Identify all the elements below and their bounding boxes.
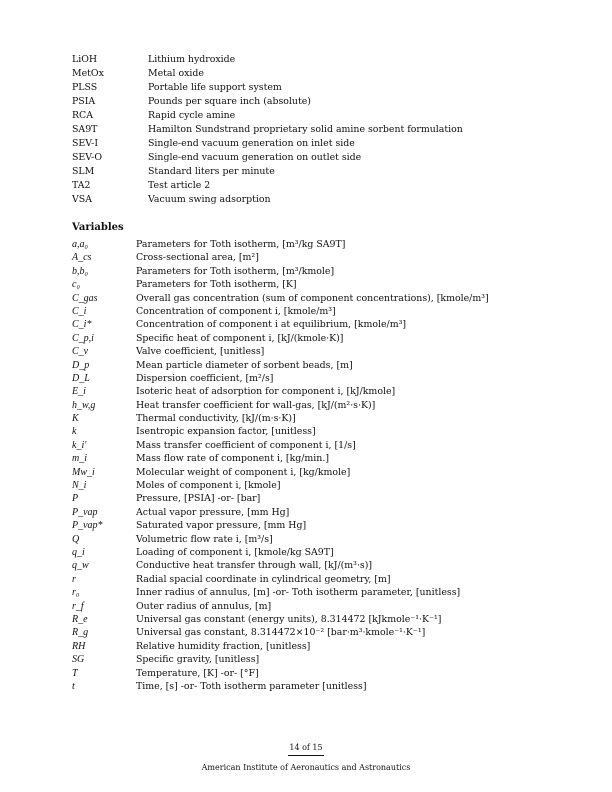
variable-row-term: k_i' xyxy=(72,439,87,451)
abbreviation-row-definition: Rapid cycle amine xyxy=(148,110,236,121)
abbreviation-row xyxy=(72,123,542,137)
variable-row-definition: Valve coefficient, [unitless] xyxy=(136,346,265,358)
variable-row-term: P_vap* xyxy=(72,520,103,532)
variable-row-definition: Pressure, [PSIA] -or- [bar] xyxy=(136,493,261,505)
abbreviation-row-definition: Standard liters per minute xyxy=(148,166,275,177)
variable-row xyxy=(72,573,542,586)
variable-row-term: D_L xyxy=(72,372,90,384)
abbreviation-row-definition: Pounds per square inch (absolute) xyxy=(148,96,311,107)
abbreviation-row-term: RCA xyxy=(72,110,94,121)
variable-row-definition: Isentropic expansion factor, [unitless] xyxy=(136,426,316,438)
variable-row xyxy=(72,318,542,331)
variable-row xyxy=(72,466,542,479)
variable-row-definition: Heat transfer coefficient for wall-gas, [kJ/(m²·s·K)] xyxy=(136,399,376,411)
abbreviation-row-definition: Metal oxide xyxy=(148,68,204,79)
abbreviation-row xyxy=(72,137,542,151)
variable-row-term: R_e xyxy=(72,613,88,625)
variable-row xyxy=(72,238,542,251)
abbreviation-row-definition: Lithium hydroxide xyxy=(148,54,236,65)
variable-row xyxy=(72,506,542,519)
variable-row-term: SG xyxy=(72,654,85,666)
variable-row-term: t xyxy=(72,680,75,692)
variable-row xyxy=(72,359,542,372)
abbreviation-row-term: PSIA xyxy=(72,96,96,107)
variable-row-term: c₀ xyxy=(72,279,80,291)
variable-row xyxy=(72,667,542,680)
variable-row xyxy=(72,626,542,639)
variable-row-definition: Concentration of component i, [kmole/m³] xyxy=(136,305,336,317)
variable-row-definition: Moles of component i, [kmole] xyxy=(136,480,281,492)
variable-row xyxy=(72,412,542,425)
variable-row-definition: Parameters for Toth isotherm, [m³/kmole] xyxy=(136,265,335,277)
variable-row-term: q_i xyxy=(72,546,85,558)
abbreviation-row-definition: Hamilton Sundstrand proprietary solid amine sorbent formulation xyxy=(148,124,463,135)
variable-row xyxy=(72,278,542,291)
variable-row-definition: Saturated vapor pressure, [mm Hg] xyxy=(136,520,307,532)
variable-row-definition: Mean particle diameter of sorbent beads, [m] xyxy=(136,359,353,371)
footer-organization: American Institute of Aeronautics and Astronautics xyxy=(201,763,411,772)
variable-row-term: C_v xyxy=(72,346,89,358)
variable-row-definition: Relative humidity fraction, [unitless] xyxy=(136,640,311,652)
variable-row xyxy=(72,533,542,546)
variable-row-term: C_i* xyxy=(72,319,92,331)
variable-row-definition: Outer radius of annulus, [m] xyxy=(136,600,272,612)
variable-row xyxy=(72,385,542,398)
variable-row-definition: Parameters for Toth isotherm, [K] xyxy=(136,279,297,291)
abbreviation-row xyxy=(72,151,542,165)
variable-row-term: r_f xyxy=(72,600,84,612)
variable-row xyxy=(72,492,542,505)
variable-row-term: C_i xyxy=(72,305,87,317)
abbreviation-row-term: SEV-O xyxy=(72,152,103,163)
variable-row-definition: Mass flow rate of component i, [kg/min.] xyxy=(136,453,329,465)
variable-row-definition: Conductive heat transfer through wall, [kJ/(m³·s)] xyxy=(136,560,373,572)
variable-row-definition: Concentration of component i at equilibrium, [kmole/m³] xyxy=(136,319,407,331)
variable-row-definition: Universal gas constant, 8.314472×10⁻² [bar·m³·kmole⁻¹·K⁻¹] xyxy=(136,627,426,639)
variable-row xyxy=(72,653,542,666)
variable-row-term: h_w,g xyxy=(72,399,96,411)
variable-row-definition: Temperature, [K] -or- [°F] xyxy=(136,667,259,679)
variables-heading: Variables xyxy=(72,222,124,233)
variable-row-definition: Time, [s] -or- Toth isotherm parameter [unitless] xyxy=(136,680,367,692)
variable-row-definition: Parameters for Toth isotherm, [m³/kg SA9T] xyxy=(136,239,346,250)
abbreviation-row-definition: Vacuum swing adsorption xyxy=(148,194,271,205)
variable-row-term: K xyxy=(72,413,79,425)
variable-row-term: P xyxy=(72,493,79,505)
variable-row-term: r₀ xyxy=(72,587,80,599)
variable-row-definition: Isoteric heat of adsorption for component i, [kJ/kmole] xyxy=(136,386,396,398)
variable-list xyxy=(72,238,542,693)
abbreviation-row-term: LiOH xyxy=(72,54,98,65)
variable-row-term: Mw_i xyxy=(72,466,95,478)
variable-row xyxy=(72,519,542,532)
variable-row xyxy=(72,372,542,385)
abbreviation-row-term: MetOx xyxy=(72,68,104,79)
variable-row xyxy=(72,546,542,559)
variable-row-definition: Thermal conductivity, [kJ/(m·s·K)] xyxy=(136,413,296,425)
variable-row xyxy=(72,479,542,492)
variable-row-term: m_i xyxy=(72,453,87,465)
abbreviation-row xyxy=(72,109,542,123)
abbreviation-row xyxy=(72,193,542,207)
variable-row-term: Q xyxy=(72,533,80,545)
variable-row-definition: Radial spacial coordinate in cylindrical geometry, [m] xyxy=(136,573,391,585)
variable-row-definition: Overall gas concentration (sum of component concentrations), [kmole/m³] xyxy=(136,292,489,304)
abbreviation-row-term: VSA xyxy=(72,194,92,205)
variable-row-definition: Actual vapor pressure, [mm Hg] xyxy=(136,506,290,518)
variable-row-definition: Inner radius of annulus, [m] -or- Toth isotherm parameter, [unitless] xyxy=(136,587,461,599)
variable-row-definition: Dispersion coefficient, [m²/s] xyxy=(136,372,274,384)
variable-row xyxy=(72,265,542,278)
variable-row-term: q_w xyxy=(72,560,89,572)
abbreviation-row-term: TA2 xyxy=(72,180,91,191)
variable-row xyxy=(72,600,542,613)
variable-row-term: C_p,i xyxy=(72,332,94,344)
variable-row-definition: Molecular weight of component i, [kg/kmole] xyxy=(136,466,351,478)
variable-row xyxy=(72,292,542,305)
abbreviation-row xyxy=(72,53,542,67)
variable-row xyxy=(72,586,542,599)
abbreviation-row-term: SLM xyxy=(72,166,95,177)
variable-row xyxy=(72,251,542,264)
variable-row xyxy=(72,613,542,626)
page-number: 14 of 15 xyxy=(289,743,323,752)
abbreviation-row xyxy=(72,67,542,81)
variable-row-definition: Universal gas constant (energy units), 8.314472 [kJkmole⁻¹·K⁻¹] xyxy=(136,613,442,625)
variable-row xyxy=(72,439,542,452)
abbreviation-row xyxy=(72,179,542,193)
variable-row-definition: Cross-sectional area, [m²] xyxy=(136,252,259,264)
abbreviation-row xyxy=(72,81,542,95)
variable-row xyxy=(72,345,542,358)
variable-row-term: r xyxy=(72,573,76,585)
variable-row-term: k xyxy=(72,426,77,438)
abbreviation-row-definition: Single-end vacuum generation on outlet side xyxy=(148,152,362,163)
variable-row xyxy=(72,559,542,572)
variable-row xyxy=(72,452,542,465)
variable-row xyxy=(72,305,542,318)
abbreviation-row-term: SEV-I xyxy=(72,138,99,149)
variable-row-definition: Loading of component i, [kmole/kg SA9T] xyxy=(136,546,334,558)
abbreviation-row-definition: Single-end vacuum generation on inlet side xyxy=(148,138,355,149)
footer-rule xyxy=(288,755,324,756)
abbreviation-row xyxy=(72,165,542,179)
abbreviation-list xyxy=(72,53,542,207)
variable-row-term: T xyxy=(72,667,78,679)
variable-row xyxy=(72,640,542,653)
variable-row xyxy=(72,399,542,412)
abbreviation-row-definition: Portable life support system xyxy=(148,82,282,93)
variable-row-term: E_i xyxy=(72,386,86,398)
variable-row xyxy=(72,680,542,693)
variable-row-definition: Mass transfer coefficient of component i, [1/s] xyxy=(136,439,356,451)
variable-row-term: D_p xyxy=(72,359,90,371)
variable-row-term: R_g xyxy=(72,627,89,639)
variable-row-definition: Volumetric flow rate i, [m³/s] xyxy=(136,533,273,545)
variable-row-definition: Specific heat of component i, [kJ/(kmole·K)] xyxy=(136,332,344,344)
abbreviation-row xyxy=(72,95,542,109)
abbreviation-row-definition: Test article 2 xyxy=(148,180,211,191)
variable-row-term: N_i xyxy=(72,480,87,492)
variable-row xyxy=(72,425,542,438)
variable-row-term: A_cs xyxy=(72,252,92,264)
variable-row-term: RH xyxy=(72,640,86,652)
variable-row xyxy=(72,332,542,345)
variable-row-term: C_gas xyxy=(72,292,98,304)
variable-row-term: b,b₀ xyxy=(72,265,88,277)
variable-row-term: P_vap xyxy=(72,506,98,518)
abbreviation-row-term: PLSS xyxy=(72,82,98,93)
variable-row-term: a,a₀ xyxy=(72,239,88,250)
abbreviation-row-term: SA9T xyxy=(72,124,98,135)
variable-row-definition: Specific gravity, [unitless] xyxy=(136,654,260,666)
